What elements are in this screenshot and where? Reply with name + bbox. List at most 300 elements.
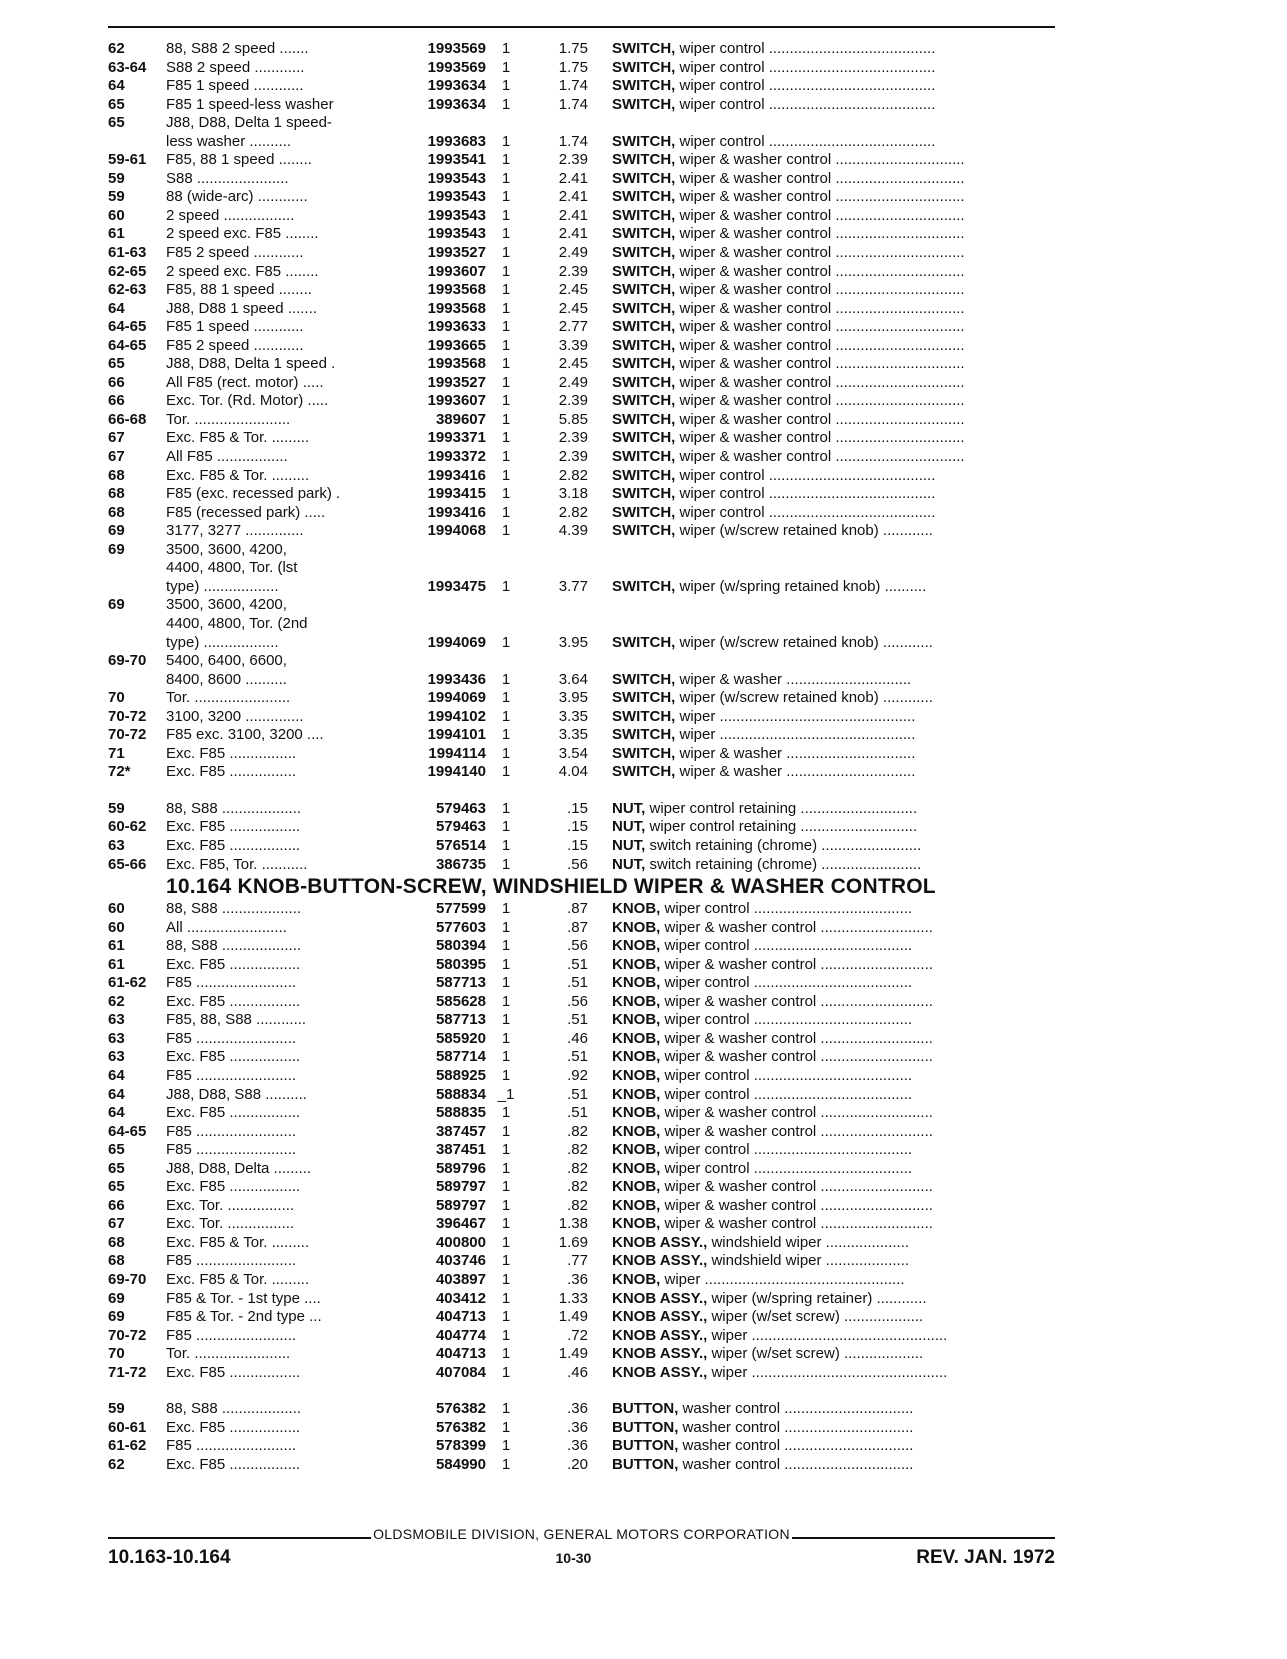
item-detail: wiper & washer control ............................... [675,244,965,262]
table-row [108,504,1055,523]
item-detail: wiper control ...................................... [660,1085,913,1103]
part-number: 1993569 [427,58,486,76]
price: 5.85 [558,410,588,428]
price: 3.77 [558,577,588,595]
model-years: 72* [108,763,131,781]
description [588,993,1055,1012]
item-detail: washer control ............................... [678,1455,914,1473]
model-years: 69-70 [108,652,147,670]
part-number: 404774 [435,1326,486,1344]
description [588,1104,1055,1123]
price: .20 [567,1455,588,1473]
price: 2.45 [558,299,588,317]
description [588,281,1055,300]
item-detail: wiper control ........................................ [675,40,936,57]
price: 2.45 [558,355,588,373]
section-title: 10.164 KNOB-BUTTON-SCREW, WINDSHIELD WIPER & WASHER CONTROL [166,875,936,899]
description [588,244,1055,263]
application: 2 speed exc. F85 ........ [166,225,319,243]
table-row [108,151,1055,170]
price: .15 [567,836,588,854]
part-number: 403897 [435,1271,486,1288]
item-name: SWITCH, [612,262,676,280]
application: 88, S88 2 speed ....... [166,40,309,57]
application: F85 (exc. recessed park) . [166,485,341,503]
page-footer [108,1525,1055,1569]
quantity: 1 [501,1400,511,1418]
table-row [108,40,1055,59]
model-years: 64-65 [108,1122,147,1140]
item-detail: wiper & washer control ............................... [675,392,965,410]
quantity: 1 [501,900,511,918]
quantity: 1 [501,95,511,113]
table-row [108,485,1055,504]
part-number: 403746 [435,1252,486,1270]
item-detail: wiper (w/screw retained knob) ............ [675,633,933,651]
application: Exc. F85 ................. [166,836,301,854]
application: F85 1 speed-less washer [166,95,334,113]
price: 3.54 [558,744,588,762]
application: Exc. Tor. (Rd. Motor) ..... [166,392,329,410]
model-years: 70 [108,689,125,707]
quantity: 1 [501,244,511,262]
item-detail: wiper ................................................ [660,1271,905,1288]
price: 2.49 [558,373,588,391]
item-detail: wiper & washer control ........................... [660,1029,933,1047]
model-years: 61 [108,225,125,243]
description [588,1141,1055,1160]
price: 2.41 [558,188,588,206]
model-years: 69 [108,1289,125,1307]
price: .51 [567,1048,588,1066]
part-number: 1993665 [427,336,486,354]
description [588,300,1055,319]
item-detail: wiper control ........................................ [675,503,936,521]
part-number: 1993633 [427,318,486,336]
part-number: 1994068 [427,522,486,540]
table-row [108,937,1055,956]
price: .15 [567,799,588,817]
item-name: NUT, [612,836,646,854]
item-name: KNOB, [612,1196,661,1214]
price: 3.64 [558,670,588,688]
description [588,1123,1055,1142]
description [588,1067,1055,1086]
item-detail: wiper & washer control ........................... [660,1215,933,1233]
footer-revision: REV. JAN. 1972 [916,1547,1055,1568]
price: 2.49 [558,244,588,262]
quantity: 1 [501,763,511,781]
application: Exc. F85 ................. [166,1104,301,1122]
description [588,1011,1055,1030]
model-years: 70-72 [108,1326,147,1344]
item-name: KNOB, [612,1178,661,1196]
part-number: 1993543 [427,188,486,206]
footer-org-line [108,1525,1055,1543]
item-detail: windshield wiper .................... [707,1252,910,1270]
application: Exc. F85 ................. [166,1048,301,1066]
item-name: SWITCH, [612,410,676,428]
item-detail: wiper control ........................................ [675,466,936,484]
item-name: SWITCH, [612,633,676,651]
quantity: 1 [501,918,511,936]
group-spacer [108,1382,1055,1400]
description [588,1178,1055,1197]
item-detail: wiper & washer control ............................... [675,410,965,428]
quantity: 1 [501,169,511,187]
quantity: 1 [501,1308,511,1326]
item-name: SWITCH, [612,244,676,262]
price: .46 [567,1363,588,1381]
part-number: 1993607 [427,262,486,280]
table-row [108,374,1055,393]
table-row [108,1197,1055,1216]
model-years: 59 [108,169,125,187]
application: F85 (recessed park) ..... [166,503,326,521]
table-row [108,1067,1055,1086]
price: 2.82 [558,503,588,521]
table-row [108,974,1055,993]
item-name: KNOB, [612,1215,661,1233]
price: 1.75 [558,58,588,76]
part-number: 1993568 [427,355,486,373]
model-years: 65 [108,114,125,132]
item-detail: wiper & washer ............................... [675,744,916,762]
footer-bottom [108,1547,1055,1569]
item-name: SWITCH, [612,744,676,762]
part-number: 1993607 [427,392,486,410]
model-years: 69 [108,522,125,540]
price: .82 [567,1122,588,1140]
table-row [108,170,1055,189]
footer-rule-left [108,1529,371,1539]
price: .82 [567,1178,588,1196]
application: 3177, 3277 .............. [166,522,304,540]
item-detail: wiper & washer ............................... [675,763,916,781]
part-number: 1993527 [427,373,486,391]
price: .36 [567,1271,588,1288]
model-years: 60 [108,900,125,918]
quantity: 1 [501,670,511,688]
part-number: 580395 [435,955,486,973]
item-detail: wiper control ...................................... [660,1066,913,1084]
item-detail: wiper & washer control ............................... [675,299,965,317]
price: 2.45 [558,281,588,299]
model-years: 66 [108,373,125,391]
model-years: 64 [108,1104,125,1122]
quantity: 1 [501,1455,511,1473]
application: F85 ........................ [166,1066,297,1084]
description [588,856,1055,875]
item-detail: wiper & washer control ........................... [660,1196,933,1214]
model-years: 71 [108,744,125,762]
item-detail: wiper control retaining ............................ [645,818,918,836]
item-detail: wiper & washer control ............................... [675,151,965,169]
description [588,429,1055,448]
model-years: 65 [108,1178,125,1196]
description [588,974,1055,993]
quantity: 1 [501,392,511,410]
item-name: SWITCH, [612,522,676,540]
part-number: 1994069 [427,633,486,651]
model-years: 62 [108,40,125,57]
description [588,1308,1055,1327]
item-name: SWITCH, [612,299,676,317]
quantity: 1 [501,262,511,280]
table-row [108,411,1055,430]
price: 3.95 [558,689,588,707]
application: J88, D88, Delta 1 speed . [166,355,336,373]
table-row [108,837,1055,856]
application: 88, S88 ................... [166,1400,302,1418]
table-row [108,318,1055,337]
application: Tor. ....................... [166,689,291,707]
item-name: SWITCH, [612,355,676,373]
quantity: 1 [501,1104,511,1122]
model-years: 64 [108,1085,125,1103]
price: 3.95 [558,633,588,651]
table-row [108,1290,1055,1309]
quantity: 1 [501,955,511,973]
item-name: SWITCH, [612,577,676,595]
description [588,355,1055,374]
table-row [108,300,1055,319]
price: 2.39 [558,151,588,169]
part-number: 1993569 [427,40,486,57]
parts-table [108,40,1055,1474]
description [588,1456,1055,1475]
table-row [108,96,1055,115]
price: 3.39 [558,336,588,354]
item-detail: wiper & washer control ........................... [660,1178,933,1196]
description [588,818,1055,837]
item-detail: wiper control ........................................ [675,485,936,503]
quantity: 1 [501,1011,511,1029]
application: F85 ........................ [166,1141,297,1159]
table-row [108,1030,1055,1049]
price: 1.74 [558,77,588,95]
application: J88, D88, Delta ......... [166,1159,312,1177]
table-row [108,856,1055,875]
item-name: KNOB, [612,1104,661,1122]
item-detail: washer control ............................... [678,1437,914,1455]
price: 2.39 [558,448,588,466]
item-name: SWITCH, [612,485,676,503]
table-row [108,1234,1055,1253]
item-name: KNOB ASSY., [612,1308,708,1326]
model-years: 64-65 [108,336,147,354]
price: 1.75 [558,40,588,57]
table-row [108,355,1055,374]
price: .77 [567,1252,588,1270]
description [588,318,1055,337]
part-number: 1993568 [427,299,486,317]
model-years: 66-68 [108,410,147,428]
table-row [108,1011,1055,1030]
part-number: 389607 [435,410,486,428]
model-years: 68 [108,1252,125,1270]
description [588,726,1055,745]
item-name: SWITCH, [612,392,676,410]
item-detail: washer control ............................... [678,1418,914,1436]
table-row [108,337,1055,356]
quantity: 1 [501,707,511,725]
part-number: 589797 [435,1196,486,1214]
table-row [108,1215,1055,1234]
description [588,1234,1055,1253]
item-name: NUT, [612,818,646,836]
item-name: BUTTON, [612,1418,679,1436]
description [588,96,1055,115]
application: 2 speed ................. [166,206,295,224]
description [588,937,1055,956]
description [588,225,1055,244]
description [588,151,1055,170]
table-row [108,1086,1055,1105]
quantity: 1 [501,1363,511,1381]
part-number: 589796 [435,1159,486,1177]
part-number: 577603 [435,918,486,936]
quantity: 1 [501,992,511,1010]
application: 88, S88 ................... [166,799,302,817]
quantity: 1 [501,689,511,707]
price: 2.82 [558,466,588,484]
item-name: KNOB ASSY., [612,1326,708,1344]
price: .51 [567,955,588,973]
table-row [108,1345,1055,1364]
item-name: KNOB, [612,974,661,992]
model-years: 68 [108,503,125,521]
description [588,1400,1055,1419]
table-row [108,281,1055,300]
price: 1.38 [558,1215,588,1233]
item-name: KNOB, [612,1011,661,1029]
price: .15 [567,818,588,836]
table-row [108,1160,1055,1179]
part-number: 587713 [435,1011,486,1029]
application: F85 ........................ [166,974,297,992]
item-detail: wiper & washer control ............................... [675,206,965,224]
price: .56 [567,855,588,873]
item-detail: wiper (w/screw retained knob) ............ [675,522,933,540]
part-number: 1994101 [427,726,486,744]
quantity: 1 [501,633,511,651]
application: Exc. F85 ................. [166,1178,301,1196]
quantity: 1 [501,1215,511,1233]
price: 3.35 [558,707,588,725]
quantity: 1 [501,1289,511,1307]
table-row [108,1327,1055,1346]
description [588,504,1055,523]
part-number: 403412 [435,1289,486,1307]
part-number: 576382 [435,1400,486,1418]
item-name: SWITCH, [612,670,676,688]
application: F85 1 speed ............ [166,318,304,336]
model-years: 65 [108,1159,125,1177]
application: F85 ........................ [166,1029,297,1047]
model-years: 67 [108,448,125,466]
application: F85 1 speed ............ [166,77,304,95]
price: 1.69 [558,1233,588,1251]
item-detail: wiper & washer control ........................... [660,1122,933,1140]
description [588,1030,1055,1049]
price: 2.41 [558,169,588,187]
application: J88, D88, Delta 1 speed- less washer .......... [166,114,332,150]
item-name: KNOB, [612,918,661,936]
table-row [108,818,1055,837]
quantity: 1 [501,151,511,169]
quantity: 1 [501,206,511,224]
table-row [108,114,1055,151]
item-name: SWITCH, [612,318,676,336]
part-number: 1993415 [427,485,486,503]
item-detail: wiper & washer control ............................... [675,281,965,299]
part-number: 1993568 [427,281,486,299]
item-detail: wiper control ...................................... [660,900,913,918]
table-row [108,1104,1055,1123]
part-number: 587713 [435,974,486,992]
price: .51 [567,974,588,992]
part-number: 579463 [435,818,486,836]
quantity: 1 [501,974,511,992]
description [588,800,1055,819]
quantity: _1 [497,1085,515,1103]
item-name: KNOB ASSY., [612,1289,708,1307]
model-years: 64 [108,299,125,317]
item-detail: wiper ............................................... [707,1363,948,1381]
quantity: 1 [501,429,511,447]
application: Exc. F85 ................. [166,1455,301,1473]
table-row [108,919,1055,938]
application: Exc. F85 ................. [166,1418,301,1436]
quantity: 1 [501,744,511,762]
quantity: 1 [501,1141,511,1159]
model-years: 64-65 [108,318,147,336]
description [588,392,1055,411]
model-years: 63 [108,1048,125,1066]
item-detail: wiper & washer control ............................... [675,448,965,466]
quantity: 1 [501,336,511,354]
price: .92 [567,1066,588,1084]
application: Exc. F85 & Tor. ......... [166,429,310,447]
description [588,1345,1055,1364]
item-name: SWITCH, [612,151,676,169]
item-detail: wiper (w/set screw) ................... [707,1308,924,1326]
item-detail: wiper & washer control ............................... [675,188,965,206]
item-name: SWITCH, [612,188,676,206]
part-number: 387451 [435,1141,486,1159]
item-name: KNOB, [612,1159,661,1177]
quantity: 1 [501,855,511,873]
application: Exc. F85 ................. [166,1363,301,1381]
table-row [108,596,1055,652]
item-name: KNOB, [612,937,661,955]
table-row [108,1308,1055,1327]
model-years: 70-72 [108,707,147,725]
quantity: 1 [501,1252,511,1270]
table-row [108,1123,1055,1142]
quantity: 1 [501,225,511,243]
application: 88, S88 ................... [166,900,302,918]
item-detail: wiper (w/spring retainer) ............ [707,1289,927,1307]
item-detail: wiper control ...................................... [660,1159,913,1177]
quantity: 1 [501,1066,511,1084]
table-row [108,1437,1055,1456]
quantity: 1 [501,448,511,466]
item-name: SWITCH, [612,336,676,354]
model-years: 61 [108,937,125,955]
footer-organization: OLDSMOBILE DIVISION, GENERAL MOTORS CORPORATION [373,1526,790,1542]
